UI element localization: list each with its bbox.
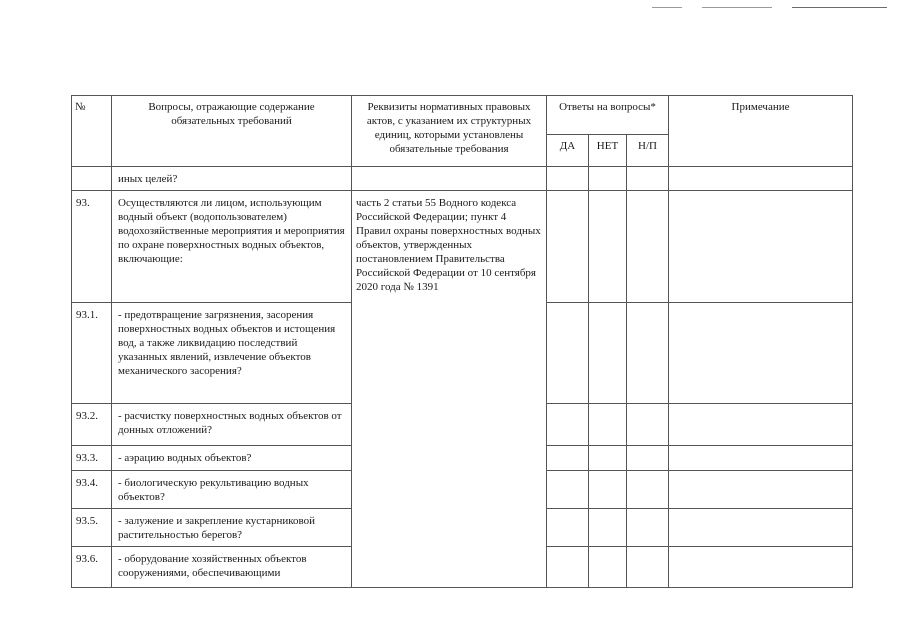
note-cell[interactable]: [669, 167, 853, 191]
note-cell[interactable]: [669, 471, 853, 509]
row-number: 93.6.: [72, 547, 112, 588]
row-number: 93.1.: [72, 303, 112, 404]
answer-na-cell[interactable]: [627, 404, 669, 446]
answer-yes-cell[interactable]: [547, 303, 589, 404]
answer-no-cell[interactable]: [589, 547, 627, 588]
answer-no-cell[interactable]: [589, 404, 627, 446]
header-answers: Ответы на вопросы*: [547, 96, 669, 135]
scan-artifact-line: [702, 7, 772, 8]
note-cell[interactable]: [669, 404, 853, 446]
note-cell[interactable]: [669, 191, 853, 303]
row-question: Осуществляются ли лицом, использующим водный объект (водопользователем) водохозяйственные мероприятия и мероприятия по охране поверхностных водных объектов, включающие:: [112, 191, 352, 303]
row-number: 93.4.: [72, 471, 112, 509]
answer-yes-cell[interactable]: [547, 509, 589, 547]
note-cell[interactable]: [669, 509, 853, 547]
scan-artifact-line: [652, 7, 682, 8]
answer-yes-cell[interactable]: [547, 446, 589, 471]
scan-artifact-line: [792, 7, 887, 8]
note-cell[interactable]: [669, 446, 853, 471]
header-row: [72, 96, 853, 135]
header-requisites: Реквизиты нормативных правовых актов, с указанием их структурных единиц, которыми установлены обязательные требования: [352, 96, 547, 167]
answer-na-cell[interactable]: [627, 509, 669, 547]
answer-na-cell[interactable]: [627, 191, 669, 303]
row-number: 93.2.: [72, 404, 112, 446]
row-number: 93.5.: [72, 509, 112, 547]
answer-yes-cell[interactable]: [547, 191, 589, 303]
header-answer-no: НЕТ: [589, 135, 627, 167]
row-question: - оборудование хозяйственных объектов сооружениями, обеспечивающими: [112, 547, 352, 588]
row-requisites: [352, 167, 547, 191]
requirements-checklist-table: [71, 95, 853, 588]
answer-no-cell[interactable]: [589, 471, 627, 509]
note-cell[interactable]: [669, 303, 853, 404]
row-number: 93.: [72, 191, 112, 303]
answer-no-cell[interactable]: [589, 303, 627, 404]
answer-no-cell[interactable]: [589, 191, 627, 303]
answer-no-cell[interactable]: [589, 167, 627, 191]
header-answer-yes: ДА: [547, 135, 589, 167]
table-row: [72, 191, 853, 303]
answer-no-cell[interactable]: [589, 509, 627, 547]
answer-na-cell[interactable]: [627, 547, 669, 588]
table-row: [72, 167, 853, 191]
row-number: 93.3.: [72, 446, 112, 471]
row-requisites: часть 2 статьи 55 Водного кодекса Российской Федерации; пункт 4 Правил охраны поверхностных водных объектов, утвержденных постановлением Правительства Российской Федерации от 10 сентября 2020 года № 1391: [352, 191, 547, 588]
answer-na-cell[interactable]: [627, 303, 669, 404]
answer-na-cell[interactable]: [627, 446, 669, 471]
answer-na-cell[interactable]: [627, 167, 669, 191]
answer-no-cell[interactable]: [589, 446, 627, 471]
note-cell[interactable]: [669, 547, 853, 588]
row-question: - биологическую рекультивацию водных объектов?: [112, 471, 352, 509]
row-question: - предотвращение загрязнения, засорения поверхностных водных объектов и истощения вод, а также ликвидацию последствий указанных явлений, извлечение объектов механического засорения?: [112, 303, 352, 404]
row-question: - залужение и закрепление кустарниковой растительностью берегов?: [112, 509, 352, 547]
row-question: - расчистку поверхностных водных объектов от донных отложений?: [112, 404, 352, 446]
answer-yes-cell[interactable]: [547, 404, 589, 446]
row-question: иных целей?: [112, 167, 352, 191]
row-number: [72, 167, 112, 191]
answer-yes-cell[interactable]: [547, 547, 589, 588]
answer-na-cell[interactable]: [627, 471, 669, 509]
row-question: - аэрацию водных объектов?: [112, 446, 352, 471]
header-questions: Вопросы, отражающие содержание обязательных требований: [112, 96, 352, 167]
answer-yes-cell[interactable]: [547, 471, 589, 509]
answer-yes-cell[interactable]: [547, 167, 589, 191]
header-number: №: [72, 96, 112, 167]
header-answer-na: Н/П: [627, 135, 669, 167]
header-note: Примечание: [669, 96, 853, 167]
